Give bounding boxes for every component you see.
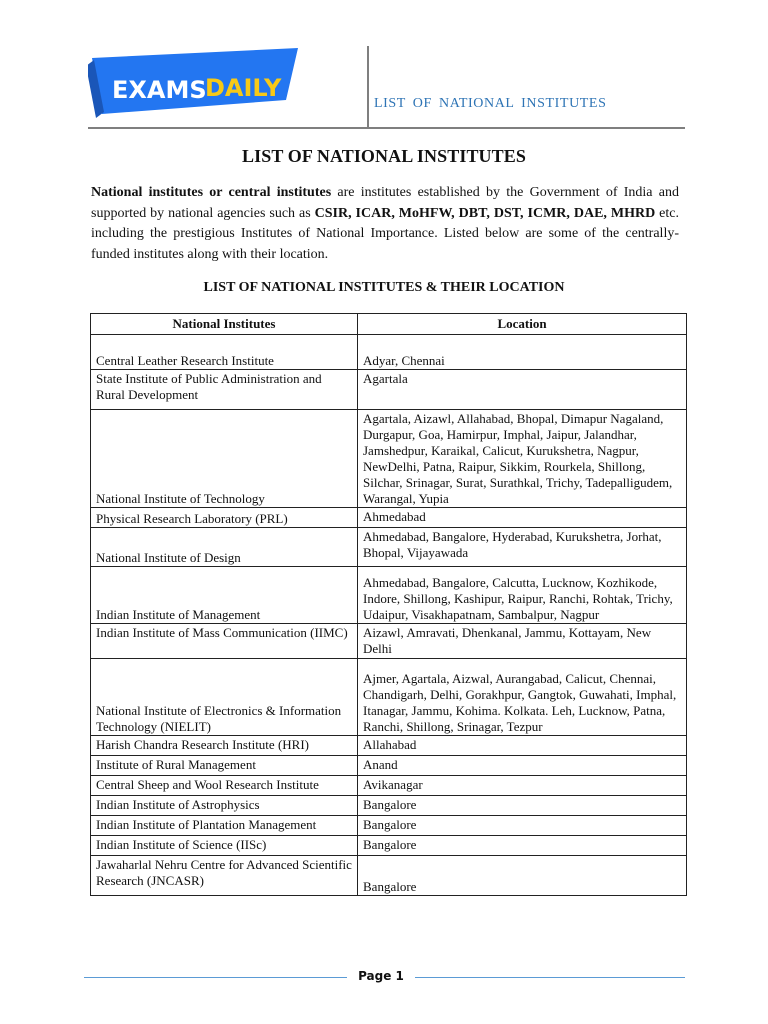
institute-location: Adyar, Chennai <box>358 335 687 370</box>
institute-location: Bangalore <box>358 836 687 856</box>
institute-name: National Institute of Electronics & Information Technology (NIELIT) <box>91 659 358 736</box>
institute-name: Jawaharlal Nehru Centre for Advanced Scientific Research (JNCASR) <box>91 856 358 896</box>
institute-name: National Institute of Design <box>91 528 358 567</box>
intro-paragraph <box>91 183 679 265</box>
table-row <box>91 567 687 624</box>
institute-location: Bangalore <box>358 796 687 816</box>
intro-bodies: CSIR, ICAR, MoHFW, DBT, DST, ICMR, DAE, MHRD <box>314 205 656 221</box>
institute-location: Ahmedabad <box>358 508 687 528</box>
institute-name: Indian Institute of Mass Communication (IIMC) <box>91 624 358 659</box>
header-title: LIST OF NATIONAL INSTITUTES <box>374 96 607 111</box>
page-number: Page 1 <box>358 969 404 983</box>
table-row <box>91 335 687 370</box>
institute-name: Indian Institute of Management <box>91 567 358 624</box>
institute-location: Allahabad <box>358 736 687 756</box>
table-row <box>91 816 687 836</box>
table-title: LIST OF NATIONAL INSTITUTES & THEIR LOCATION <box>203 280 565 295</box>
table-row <box>91 836 687 856</box>
institute-location: Ahmedabad, Bangalore, Hyderabad, Kurukshetra, Jorhat, Bhopal, Vijayawada <box>358 528 687 567</box>
header-divider-horizontal <box>88 127 685 129</box>
intro-text-1: are institutes established by the Government of India and supported by national agencies such as <box>91 185 679 221</box>
institute-location: Bangalore <box>358 816 687 836</box>
institute-name: Indian Institute of Science (IISc) <box>91 836 358 856</box>
institute-name: National Institute of Technology <box>91 410 358 508</box>
institute-name: Physical Research Laboratory (PRL) <box>91 508 358 528</box>
table-row <box>91 624 687 659</box>
logo-text-daily: DAILY <box>205 74 282 102</box>
table-row <box>91 528 687 567</box>
institute-name: Institute of Rural Management <box>91 756 358 776</box>
intro-lead: National institutes or central institutes <box>91 185 332 200</box>
document-title: LIST OF NATIONAL INSTITUTES <box>242 146 526 166</box>
exams-daily-logo-graphic <box>88 46 304 118</box>
institute-location: Ahmedabad, Bangalore, Calcutta, Lucknow, Kozhikode, Indore, Shillong, Kashipur, Raipur, Ranchi, Rohtak, Trichy, Udaipur, Visakhapatnam, Sambalpur, Nagpur <box>358 567 687 624</box>
header-location: Location <box>358 314 687 335</box>
logo-text-exams: EXAMS <box>112 76 207 104</box>
table-row <box>91 736 687 756</box>
institute-location: Aizawl, Amravati, Dhenkanal, Jammu, Kottayam, New Delhi <box>358 624 687 659</box>
header-national-institutes: National Institutes <box>91 314 358 335</box>
institute-name: State Institute of Public Administration and Rural Development <box>91 370 358 410</box>
exams-daily-logo <box>88 46 304 118</box>
table-header-row <box>91 314 687 335</box>
institute-name: Indian Institute of Plantation Management <box>91 816 358 836</box>
institute-name: Indian Institute of Astrophysics <box>91 796 358 816</box>
institute-location: Anand <box>358 756 687 776</box>
institute-name: Central Sheep and Wool Research Institute <box>91 776 358 796</box>
institute-location: Bangalore <box>358 856 687 896</box>
table-row <box>91 796 687 816</box>
table-row <box>91 756 687 776</box>
footer-divider-right <box>415 977 685 978</box>
institute-name: Harish Chandra Research Institute (HRI) <box>91 736 358 756</box>
table-row <box>91 508 687 528</box>
table-row <box>91 370 687 410</box>
institute-location: Agartala, Aizawl, Allahabad, Bhopal, Dimapur Nagaland, Durgapur, Goa, Hamirpur, Imphal, Jaipur, Jalandhar, Jamshedpur, Karaikal, Calicut, Kurukshetra, Nagpur, NewDelhi, Patna, Raipur, Sikkim, Rourkela, Shillong, Silchar, Srinagar, Surat, Surathkal, Trichy, Tadepalligudem, Warangal, Yupia <box>358 410 687 508</box>
intro-text-2: etc. including the prestigious Institutes of National Importance. Listed below are some of the centrally-funded institutes along with their location. <box>91 205 680 262</box>
institute-name: Central Leather Research Institute <box>91 335 358 370</box>
institute-location: Ajmer, Agartala, Aizwal, Aurangabad, Calicut, Chennai, Chandigarh, Delhi, Gorakhpur, Gangtok, Guwahati, Imphal, Itanagar, Jammu, Kohima. Kolkata. Leh, Lucknow, Patna, Ranchi, Shillong, Srinagar, Tezpur <box>358 659 687 736</box>
table-row <box>91 856 687 896</box>
institute-location: Agartala <box>358 370 687 410</box>
table-row <box>91 776 687 796</box>
table-row <box>91 659 687 736</box>
institute-location: Avikanagar <box>358 776 687 796</box>
institutes-table <box>90 313 687 896</box>
table-row <box>91 410 687 508</box>
footer-divider-left <box>84 977 347 978</box>
header-divider-vertical <box>367 46 369 128</box>
